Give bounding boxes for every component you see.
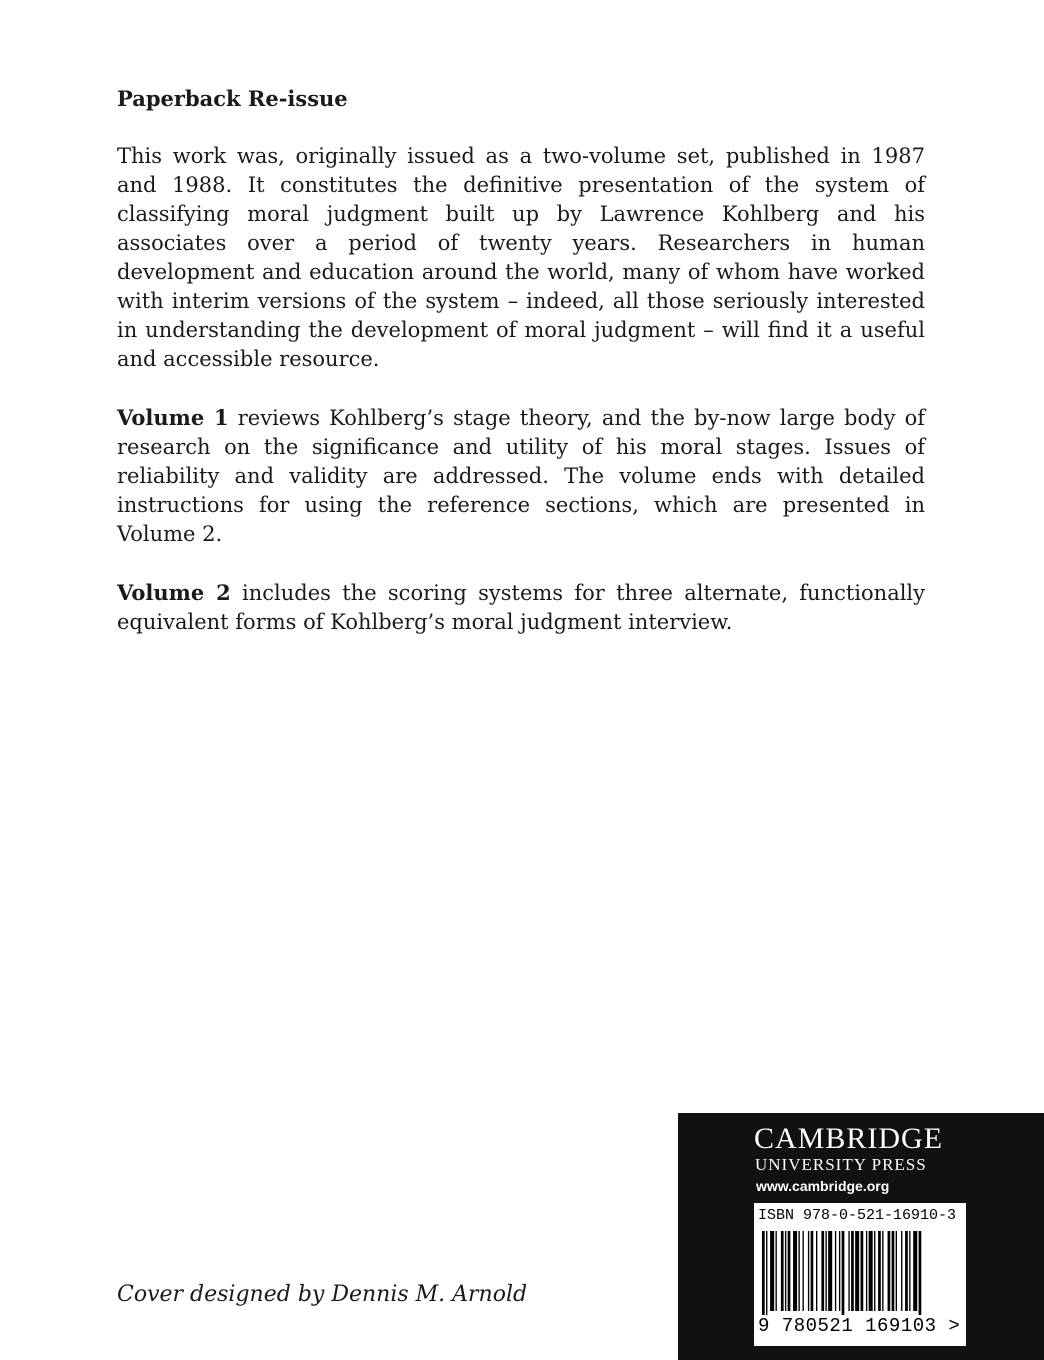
barcode-bar xyxy=(835,1231,836,1311)
barcode-bar xyxy=(770,1231,774,1311)
barcode-bar xyxy=(766,1231,767,1315)
barcode-bar xyxy=(919,1231,922,1315)
barcode-digits: 9 780521 169103 > xyxy=(758,1315,961,1337)
barcode-bar xyxy=(901,1231,902,1311)
barcode-bar xyxy=(866,1231,867,1311)
barcode-bar xyxy=(905,1231,908,1311)
reissue-heading: Paperback Re-issue xyxy=(117,86,348,111)
barcode-bar xyxy=(839,1231,840,1311)
barcode-bar xyxy=(861,1231,864,1311)
barcode-bar xyxy=(788,1231,791,1311)
barcode-bar xyxy=(821,1231,824,1311)
barcode-bar xyxy=(803,1231,804,1311)
publisher-box xyxy=(678,1113,1044,1360)
volume1-paragraph xyxy=(117,403,925,549)
barcode-bar xyxy=(781,1231,784,1311)
volume2-text: includes the scoring systems for three alternate, functionally equivalent forms of Kohlberg’s moral judgment interview. xyxy=(117,581,926,634)
publisher-name: CAMBRIDGE xyxy=(754,1122,944,1155)
barcode-bar xyxy=(913,1231,917,1311)
publisher-subtitle: UNIVERSITY PRESS xyxy=(755,1155,927,1174)
barcode-bar xyxy=(762,1231,765,1315)
volume2-paragraph xyxy=(117,578,925,637)
barcode-bar xyxy=(874,1231,875,1311)
description-block xyxy=(117,84,925,666)
barcode-bar xyxy=(882,1231,883,1311)
barcode-bar xyxy=(888,1231,891,1311)
barcode-graphic xyxy=(760,1231,960,1315)
barcode-bar xyxy=(878,1231,881,1311)
isbn-label: ISBN 978-0-521-16910-3 xyxy=(758,1207,957,1224)
barcode-bar xyxy=(793,1231,797,1311)
barcode-bar xyxy=(896,1231,897,1311)
intro-paragraph: This work was, originally issued as a two-volume set, published in 1987 and 1988. It constitutes the definitive presentation of the system of classifying moral judgment built up by Lawrence Kohlberg and his associates over a period of twenty years. Researchers in human development and education around the world, many of whom have worked with interim versions of the system – indeed, all those seriously interested in understanding the development of moral judgment – will find it a useful and accessible resource. xyxy=(117,144,925,371)
barcode-bar xyxy=(855,1231,859,1311)
barcode-bar xyxy=(828,1231,832,1311)
barcode-bar xyxy=(842,1231,845,1315)
barcode-bar xyxy=(798,1231,799,1311)
volume1-text: reviews Kohlberg’s stage theory, and the by-now large body of research on the significance and utility of his moral stages. Issues of reliability and validity are addressed. The volume ends with detailed instructions for using the reference sections, which are presented in Volume 2. xyxy=(117,406,925,546)
barcode-bar xyxy=(785,1231,786,1311)
barcode-panel xyxy=(754,1203,966,1346)
barcode-bar xyxy=(851,1231,854,1311)
barcode-bar xyxy=(825,1231,826,1311)
barcode-bar xyxy=(892,1231,895,1311)
barcode-bar xyxy=(909,1231,910,1311)
barcode-bar xyxy=(848,1231,849,1311)
barcode-bar xyxy=(776,1231,777,1311)
publisher-url: www.cambridge.org xyxy=(756,1178,890,1194)
volume2-label: Volume 2 xyxy=(117,580,231,605)
volume1-label: Volume 1 xyxy=(117,405,229,430)
barcode-bar xyxy=(811,1231,814,1311)
barcode-bar xyxy=(816,1231,817,1311)
barcode-bar xyxy=(808,1231,809,1311)
cover-credit: Cover designed by Dennis M. Arnold xyxy=(117,1282,528,1307)
barcode-bar xyxy=(869,1231,873,1311)
